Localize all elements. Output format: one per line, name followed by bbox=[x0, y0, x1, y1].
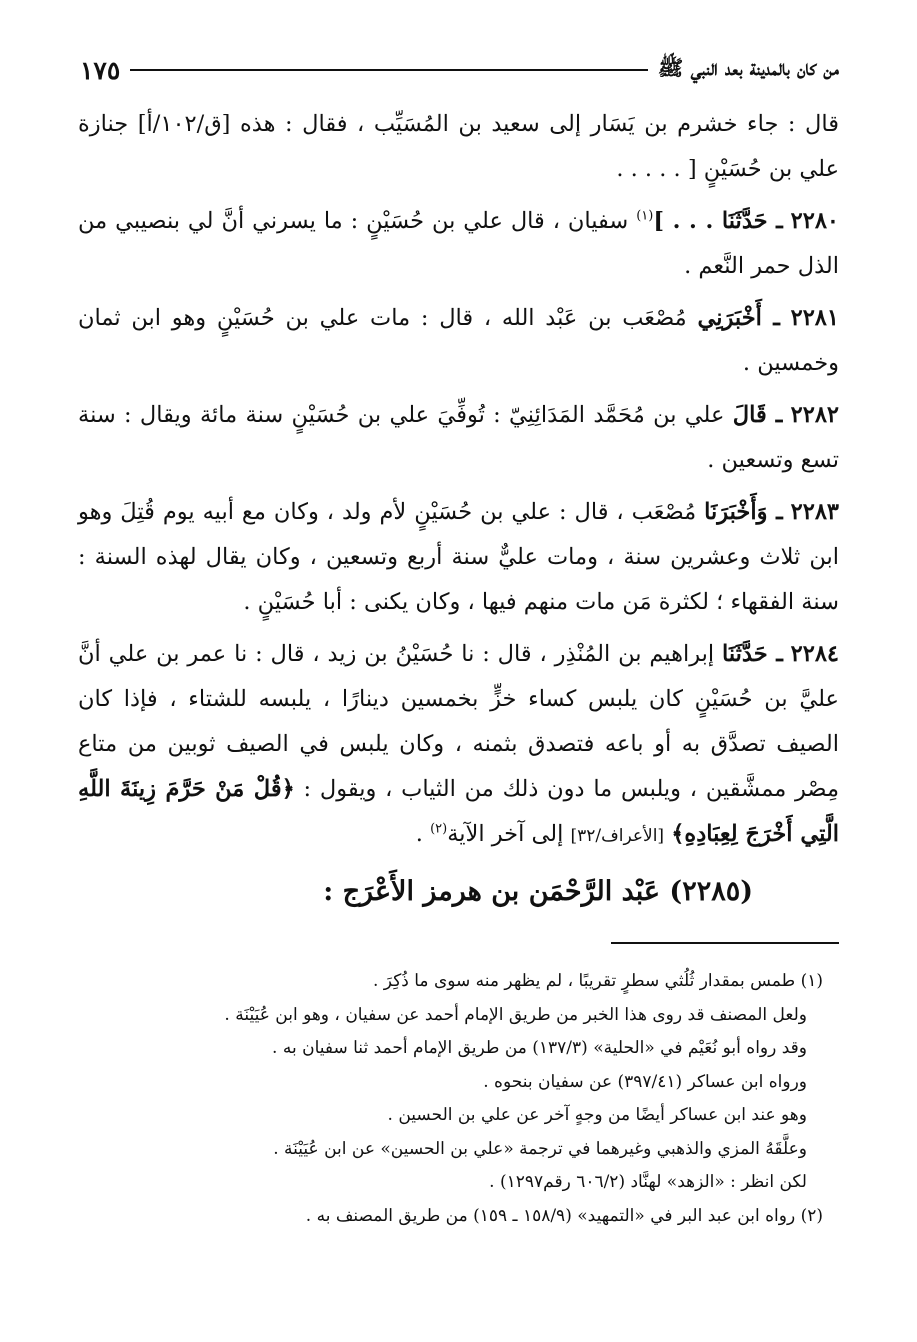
footnote-line: وعلَّقَهُ المزي والذهبي وغيرهما في ترجمة «علي بن الحسين» عن ابن عُيَيْنَة . bbox=[273, 1138, 807, 1159]
footnote-text: طمس بمقدار ثُلُثي سطرٍ تقريبًا ، لم يظهر منه سوى ما ذُكِرَ . bbox=[373, 971, 796, 991]
hadith-lead: حَدَّثَنَا . . . ] bbox=[653, 208, 768, 234]
hadith-lead: قَالَ bbox=[732, 402, 767, 428]
main-text bbox=[78, 102, 839, 918]
hadith-text: سفيان ، قال علي بن حُسَيْنٍ : ما يسرني أنَّ لي بنصيبي من الذل حمر النَّعم . bbox=[78, 208, 839, 279]
hadith-2281: ٢٢٨١ ـ أَخْبَرَنِي مُصْعَب بن عَبْد الله ، قال : مات علي بن حُسَيْنٍ وهو ابن ثمان وخمسين . bbox=[78, 305, 839, 376]
hadith-2283: ٢٢٨٣ ـ وَأَخْبَرَنَا مُصْعَب ، قال : علي بن حُسَيْنٍ لأم ولد ، وكان مع أبيه يوم قُتِلَ وهو ابن ثلاث وعشرين سنة ، ومات عليٌّ سنة أربع وتسعين ، وكان يقال لهذه السنة : سنة الفقهاء ؛ لكثرة مَن مات منهم فيها ، وكان يكنى : أبا حُسَيْنٍ . bbox=[78, 499, 839, 615]
footnote-line: لكن انظر : «الزهد» لهنَّاد (٦٠٦/٢ رقم١٢٩٧) . bbox=[489, 1172, 807, 1192]
hadith-lead: حَدَّثَنَا bbox=[722, 641, 768, 667]
footnote-line: وقد رواه أبو نُعَيْم في «الحلية» (١٣٧/٣) من طريق الإمام أحمد ثنا سفيان به . bbox=[272, 1038, 807, 1058]
hadith-number: ٢٢٨٣ bbox=[790, 499, 839, 525]
section-heading: (٢٢٨٥) عَبْد الرَّحْمَن بن هرمز الأَعْرَج : bbox=[323, 876, 753, 907]
footnote-mark: (١) bbox=[800, 971, 823, 991]
footnotes bbox=[90, 966, 823, 1234]
running-title: من كان بالمدينة بعد النبي ﷺ bbox=[657, 54, 839, 80]
paragraph-continuation bbox=[78, 102, 839, 192]
footnote-text: رواه ابن عبد البر في «التمهيد» (١٥٨/٩ ـ ١٥٩) من طريق المصنف به . bbox=[305, 1205, 796, 1226]
hadith-lead: أَخْبَرَنِي bbox=[697, 305, 762, 331]
hadith-text: مُصْعَب بن عَبْد الله ، قال : مات علي بن حُسَيْنٍ وهو ابن ثمان وخمسين . bbox=[78, 305, 839, 376]
page-number: ١٧٥ bbox=[80, 55, 121, 85]
page-header bbox=[80, 48, 839, 92]
footnote-mark: (٢) bbox=[800, 1205, 823, 1226]
hadith-number: ٢٢٨٠ bbox=[790, 208, 840, 234]
hadith-lead: وَأَخْبَرَنَا bbox=[704, 499, 768, 525]
hadith-number: ٢٢٨١ bbox=[790, 305, 839, 331]
footnote-divider bbox=[611, 942, 839, 944]
hadith-text: إبراهيم بن المُنْذِر ، قال : نا حُسَيْنُ بن زيد ، قال : نا عمر بن علي أنَّ عليَّ بن حُسَيْنٍ كان يلبس كساء خزٍّ بخمسين دينارًا ، يلبسه للشتاء ، فإذا كان الصيف تصدَّق به أو باعه فتصدق بثمنه ، وكان يلبس في الصيف ثوبين من متاع مِصْر ممشَّقين ، ويلبس ما دون ذلك من الثياب ، ويقول : bbox=[78, 641, 839, 802]
hadith-number: ٢٢٨٢ bbox=[790, 402, 839, 428]
paragraph-text: قال : جاء خشرم بن يَسَار إلى سعيد بن المُسَيِّب ، فقال : هذه [ق/١٠٢/أ] جنازة علي بن حُسَيْنٍ [ . . . . . bbox=[78, 111, 839, 182]
footnote bbox=[90, 966, 823, 996]
hadith-2282: ٢٢٨٢ ـ قَالَ علي بن مُحَمَّد المَدَائِنِيّ : تُوفِّيَ علي بن حُسَيْنٍ سنة مائة ويقال : سنة تسع وتسعين . bbox=[78, 402, 839, 473]
footnote-line: ولعل المصنف قد روى هذا الخبر من طريق الإمام أحمد عن سفيان ، وهو ابن عُيَيْنَة . bbox=[224, 1004, 807, 1025]
quran-reference: [الأعراف/٣٢] bbox=[570, 826, 665, 846]
hadith-2280: ٢٢٨٠ ـ حَدَّثَنَا . . . ]$^{(١)}$ سفيان ، قال علي بن حُسَيْنٍ : ما يسرني أنَّ لي بنصيبي من الذل حمر النَّعم . bbox=[78, 208, 840, 279]
footnote-line: وهو عند ابن عساكر أيضًا من وجهٍ آخر عن علي بن الحسين . bbox=[387, 1105, 807, 1125]
footnote-ref: (١) bbox=[636, 208, 654, 224]
footnote-line: ورواه ابن عساكر (٣٩٧/٤١) عن سفيان بنحوه . bbox=[483, 1071, 807, 1092]
quran-quote: ﴿قُلْ مَنْ حَرَّمَ زِينَةَ اللَّهِ الَّتِي أَخْرَجَ لِعِبَادِهِ﴾ bbox=[78, 776, 839, 847]
hadith-text: مُصْعَب ، قال : علي بن حُسَيْنٍ لأم ولد ، وكان مع أبيه يوم قُتِلَ وهو ابن ثلاث وعشرين سنة ، ومات عليٌّ سنة أربع وتسعين ، وكان يقال لهذه السنة : سنة الفقهاء ؛ لكثرة مَن مات منهم فيها ، وكان يكنى : أبا حُسَيْنٍ . bbox=[78, 499, 839, 615]
hadith-tail: إلى آخر الآية bbox=[447, 821, 564, 847]
hadith-2284: ٢٢٨٤ ـ حَدَّثَنَا إبراهيم بن المُنْذِر ، قال : نا حُسَيْنُ بن زيد ، قال : نا عمر بن علي أنَّ عليَّ بن حُسَيْنٍ كان يلبس كساء خزٍّ بخمسين دينارًا ، يلبسه للشتاء ، فإذا كان الصيف تصدَّق به أو باعه فتصدق بثمنه ، وكان يلبس في الصيف ثوبين من متاع مِصْر ممشَّقين ، ويلبس ما دون ذلك من الثياب ، ويقول : ﴿قُلْ مَنْ حَرَّمَ زِينَةَ اللَّهِ الَّتِي أَخْرَجَ لِعِبَادِهِ﴾ [الأعراف/٣٢] إلى آخر الآية$^{(٢)}$ . bbox=[78, 641, 840, 847]
footnote bbox=[90, 1201, 823, 1231]
header-rule bbox=[130, 69, 648, 71]
hadith-text: علي بن مُحَمَّد المَدَائِنِيّ : تُوفِّيَ علي بن حُسَيْنٍ سنة مائة ويقال : سنة تسع وتسعين . bbox=[78, 402, 839, 473]
footnote-ref: (٢) bbox=[430, 821, 448, 837]
hadith-number: ٢٢٨٤ bbox=[790, 641, 840, 667]
